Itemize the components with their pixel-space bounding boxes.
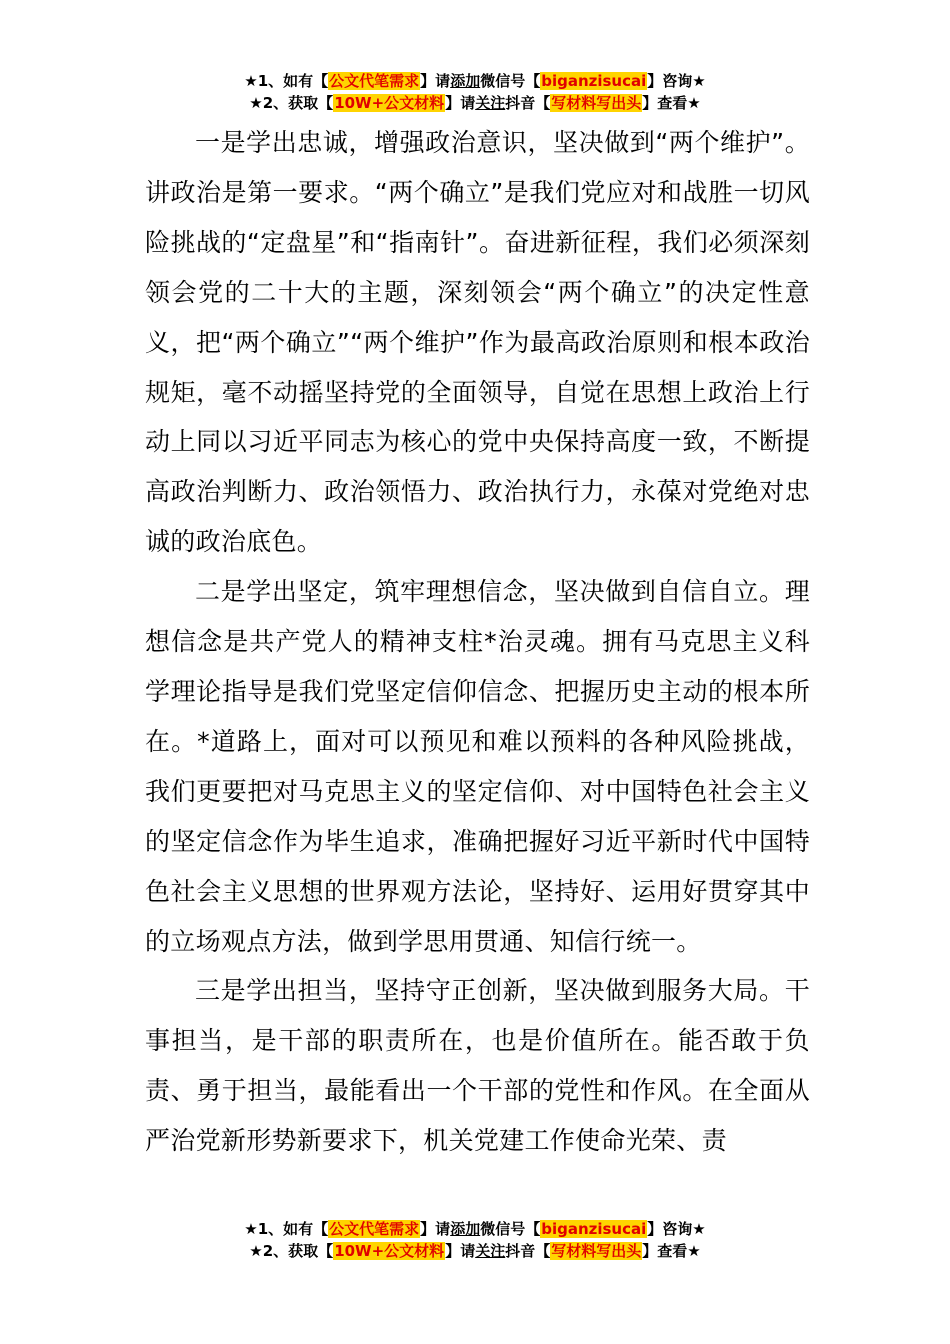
promo-underlined: 添加 <box>450 72 481 90</box>
promo-highlight: 10W+公文材料 <box>334 94 445 112</box>
document-body <box>145 118 810 1166</box>
promo-banner-bottom <box>0 1218 950 1262</box>
promo-underlined: 关注 <box>475 1242 506 1260</box>
promo-text: 】请 <box>420 72 451 90</box>
paragraph-2: 二是学出坚定，筑牢理想信念，坚决做到自信自立。理想信念是共产党人的精神支柱*治灵魂。拥有马克思主义科学理论指导是我们党坚定信仰信念、把握历史主动的根本所在。*道路上，面对可以预见和难以预料的各种风险挑战，我们更要把对马克思主义的坚定信仰、对中国特色社会主义的坚定信念作为毕生追求，准确把握好习近平新时代中国特色社会主义思想的世界观方法论，坚持好、运用好贯穿其中的立场观点方法，做到学思用贯通、知信行统一。 <box>145 577 810 956</box>
promo-text: 】咨询★ <box>647 1220 706 1238</box>
promo-underlined: 添加 <box>450 1220 481 1238</box>
promo-line-1 <box>0 1218 950 1240</box>
promo-highlight: 写材料写出头 <box>551 1242 642 1260</box>
promo-text: 微信号【 <box>480 1220 541 1238</box>
promo-text: 抖音【 <box>505 94 551 112</box>
promo-highlight: biganzisucai <box>541 1220 647 1238</box>
promo-text: 】请 <box>445 94 476 112</box>
promo-text: 抖音【 <box>505 1242 551 1260</box>
promo-highlight: 写材料写出头 <box>551 94 642 112</box>
paragraph-3: 三是学出担当，坚持守正创新，坚决做到服务大局。干事担当，是干部的职责所在，也是价值所在。能否敢于负责、勇于担当，最能看出一个干部的党性和作风。在全面从严治党新形势新要求下，机关党建工作使命光荣、责 <box>145 976 810 1156</box>
promo-line-2 <box>0 92 950 114</box>
promo-text: ★2、获取【 <box>249 94 334 112</box>
promo-text: 】查看★ <box>642 1242 701 1260</box>
promo-line-2 <box>0 1240 950 1262</box>
promo-text: 】查看★ <box>642 94 701 112</box>
promo-text: ★1、如有【 <box>244 72 329 90</box>
promo-banner-top <box>0 70 950 114</box>
promo-text: ★1、如有【 <box>244 1220 329 1238</box>
promo-text: ★2、获取【 <box>249 1242 334 1260</box>
promo-underlined: 关注 <box>475 94 506 112</box>
promo-text: 】请 <box>445 1242 476 1260</box>
promo-text: 微信号【 <box>480 72 541 90</box>
promo-text: 】咨询★ <box>647 72 706 90</box>
promo-highlight: 公文代笔需求 <box>329 72 420 90</box>
promo-text: 】请 <box>420 1220 451 1238</box>
promo-highlight: biganzisucai <box>541 72 647 90</box>
promo-highlight: 公文代笔需求 <box>329 1220 420 1238</box>
paragraph-1: 一是学出忠诚，增强政治意识，坚决做到“两个维护”。讲政治是第一要求。“两个确立”是我们党应对和战胜一切风险挑战的“定盘星”和“指南针”。奋进新征程，我们必须深刻领会党的二十大的主题，深刻领会“两个确立”的决定性意义，把“两个确立”“两个维护”作为最高政治原则和根本政治规矩，毫不动摇坚持党的全面领导，自觉在思想上政治上行动上同以习近平同志为核心的党中央保持高度一致，不断提高政治判断力、政治领悟力、政治执行力，永葆对党绝对忠诚的政治底色。 <box>145 128 810 557</box>
promo-line-1 <box>0 70 950 92</box>
promo-highlight: 10W+公文材料 <box>334 1242 445 1260</box>
